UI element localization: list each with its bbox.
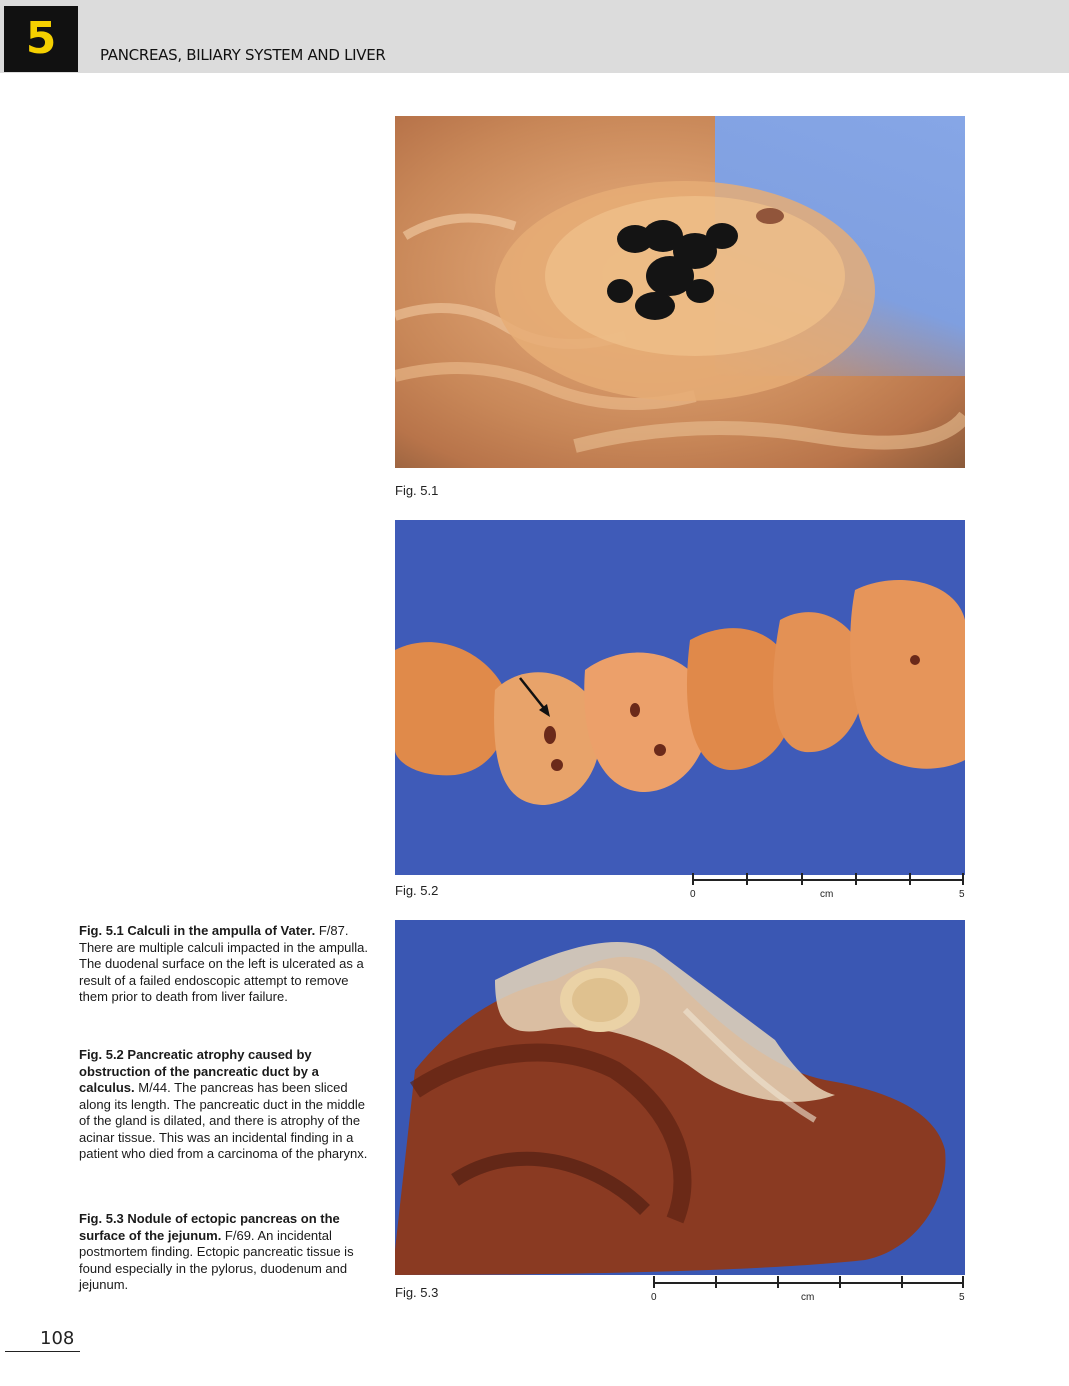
figure-5-1-caption: Fig. 5.1 [395,483,439,498]
legend-fig-5-2 [79,1047,369,1163]
scale-end-label: 5 [959,889,965,900]
figure-5-1-photo [395,116,965,468]
legend-text: M/44. The pancreas has been sliced along its length. The pancreatic duct in the middle of the gland is dilated, and there is atrophy of the acinar tissue. This was an incidental finding in a patient who died from a carcinoma of the pharynx. [79,1080,368,1161]
legend-fig-5-3 [79,1211,369,1294]
figure-5-2-photo [395,520,965,875]
page-number-rule [5,1351,80,1352]
chapter-title: PANCREAS, BILIARY SYSTEM AND LIVER [100,46,386,64]
legend-text: F/87. There are multiple calculi impacted in the ampulla. The duodenal surface on the left is ulcerated as a result of a failed endoscopic attempt to remove them prior to death from liver failure. [79,923,369,1004]
scale-start-label: 0 [690,889,696,900]
jejunum-nodule-illustration [395,920,965,1275]
pancreas-segments [395,580,965,805]
chapter-number: 5 [25,13,57,64]
legend-title: Fig. 5.2 Pancreatic atrophy caused by obstruction of the pancreatic duct by a calculus. [79,1047,319,1095]
scale-end-label: 5 [959,1292,965,1303]
ampulla-illustration [395,116,965,468]
legend-title: Fig. 5.3 Nodule of ectopic pancreas on the surface of the jejunum. [79,1211,340,1243]
page-number: 108 [40,1328,75,1349]
figure-5-3-photo [395,920,965,1275]
legend-title: Fig. 5.1 Calculi in the ampulla of Vater. [79,923,316,938]
figure-5-2-caption: Fig. 5.2 [395,883,439,898]
scale-unit-label: cm [801,1292,815,1303]
scale-start-label: 0 [651,1292,657,1303]
legend-text: F/69. An incidental postmortem finding. Ectopic pancreatic tissue is found especially in the pylorus, duodenum and jejunum. [79,1227,354,1292]
scale-unit-label: cm [820,889,834,900]
scale-bar-5-3 [653,1276,964,1308]
chapter-number-box [4,6,78,72]
scale-bar-5-2 [692,873,964,905]
pancreas-slices-illustration [395,520,965,875]
chapter-header [0,0,1069,73]
legend-fig-5-1 [79,923,369,1006]
figure-5-3-caption: Fig. 5.3 [395,1285,439,1300]
